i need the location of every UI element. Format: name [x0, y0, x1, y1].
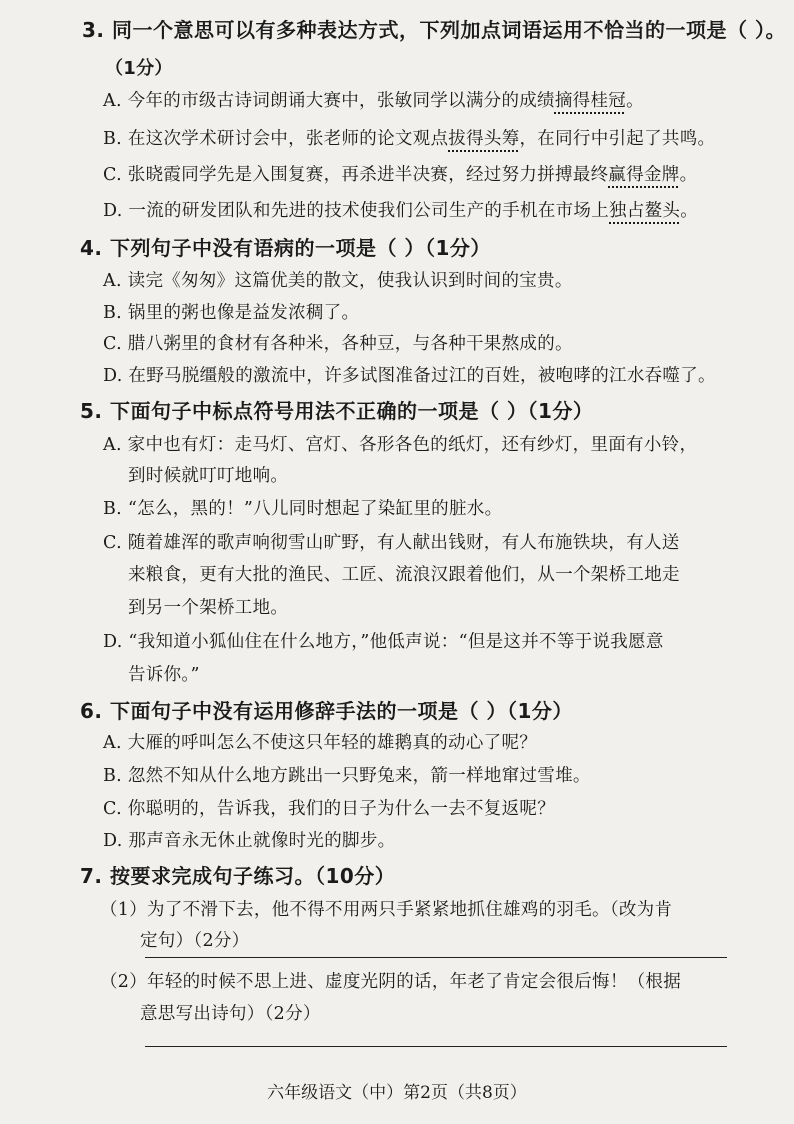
- question-3-score: （1分）: [105, 58, 173, 79]
- question-5-option-c-line1: C. 随着雄浑的歌声响彻雪山旷野，有人献出钱财，有人布施铁块，有人送: [103, 533, 680, 553]
- question-4-option-b: B. 锅里的粥也像是益发浓稠了。: [103, 303, 360, 323]
- question-3-option-b: B. 在这次学术研讨会中，张老师的论文观点拔得头筹，在同行中引起了共鸣。: [103, 129, 716, 149]
- dotted-phrase: 赢得金牌: [608, 165, 680, 185]
- question-7-part-2-line2: 意思写出诗句）（2分）: [140, 1004, 321, 1024]
- question-3-title: 3. 同一个意思可以有多种表达方式，下列加点词语运用不恰当的一项是（ ）。: [82, 18, 786, 42]
- question-4-option-d: D. 在野马脱缰般的激流中，许多试图准备过江的百姓，被咆哮的江水吞噬了。: [103, 366, 716, 386]
- dotted-phrase: 摘得桂冠: [554, 91, 627, 111]
- answer-line-2[interactable]: [145, 1046, 727, 1047]
- question-5-option-d-line2: 告诉你。”: [128, 665, 200, 685]
- page-footer: 六年级语文（中）第2页（共8页）: [267, 1083, 527, 1103]
- question-7-part-1-line1: （1）为了不滑下去，他不得不用两只手紧紧地抓住雄鸡的羽毛。（改为肯: [100, 900, 673, 920]
- question-4-title: 4. 下列句子中没有语病的一项是（ ）（1分）: [80, 236, 491, 260]
- question-4-option-c: C. 腊八粥里的食材有各种米，各种豆，与各种干果熬成的。: [103, 334, 573, 354]
- question-6-option-c: C. 你聪明的，告诉我，我们的日子为什么一去不复返呢？: [103, 799, 555, 819]
- question-4-option-a: A. 读完《匆匆》这篇优美的散文，使我认识到时间的宝贵。: [103, 271, 573, 291]
- question-6-option-a: A. 大雁的呼叫怎么不使这只年轻的雄鹅真的动心了呢？: [103, 733, 538, 753]
- question-3-option-d: D. 一流的研发团队和先进的技术使我们公司生产的手机在市场上独占鳌头。: [103, 201, 699, 221]
- question-3-option-a: A. 今年的市级古诗词朗诵大赛中，张敏同学以满分的成绩摘得桂冠。: [103, 91, 644, 111]
- question-5-option-a-line1: A. 家中也有灯：走马灯、宫灯、各形各色的纸灯，还有纱灯，里面有小铃，: [103, 435, 698, 455]
- question-5-option-a-line2: 到时候就叮叮地响。: [128, 466, 289, 486]
- question-5-option-b: B. “怎么，黑的！”八儿同时想起了染缸里的脏水。: [103, 499, 503, 519]
- question-6-option-d: D. 那声音永无休止就像时光的脚步。: [103, 831, 396, 851]
- question-6-option-b: B. 忽然不知从什么地方跳出一只野兔来，箭一样地窜过雪堆。: [103, 766, 591, 786]
- question-5-option-d-line1: D. “我知道小狐仙住在什么地方，”他低声说：“但是这并不等于说我愿意: [103, 632, 664, 652]
- question-6-title: 6. 下面句子中没有运用修辞手法的一项是（ ）（1分）: [80, 699, 573, 723]
- question-3-option-c: C. 张晓霞同学先是入围复赛，再杀进半决赛，经过努力拼搏最终赢得金牌。: [103, 165, 698, 185]
- answer-line-1[interactable]: [145, 957, 727, 958]
- dotted-phrase: 独占鳌头: [609, 201, 681, 221]
- question-7-title: 7. 按要求完成句子练习。（10分）: [80, 864, 396, 888]
- dotted-phrase: 拔得头筹: [448, 129, 520, 149]
- question-5-option-c-line3: 到另一个架桥工地。: [128, 598, 289, 618]
- question-5-option-c-line2: 来粮食，更有大批的渔民、工匠、流浪汉跟着他们，从一个架桥工地走: [128, 565, 680, 585]
- question-7-part-2-line1: （2）年轻的时候不思上进、虚度光阴的话，年老了肯定会很后悔！（根据: [100, 972, 682, 992]
- question-7-part-1-line2: 定句）（2分）: [140, 931, 250, 951]
- question-5-title: 5. 下面句子中标点符号用法不正确的一项是（ ）（1分）: [80, 399, 594, 423]
